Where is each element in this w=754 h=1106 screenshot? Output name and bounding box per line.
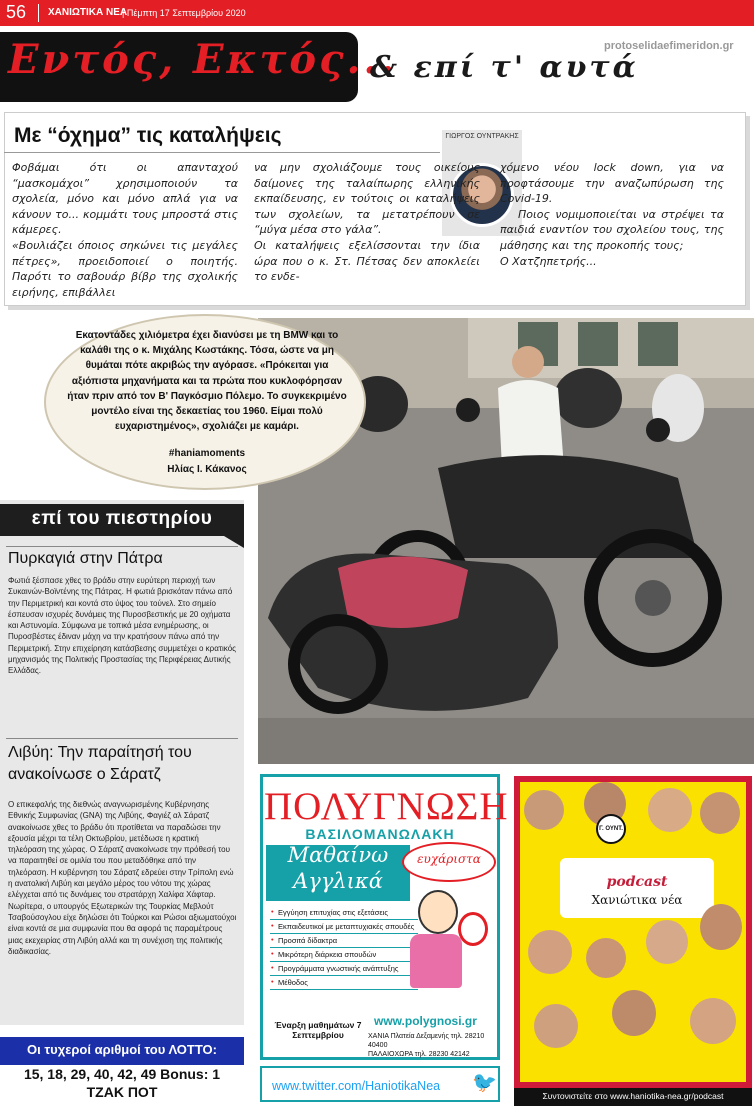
paper-name: ΧΑΝΙΩΤΙΚΑ ΝΕΑ (48, 7, 128, 18)
presenter-photo (586, 938, 626, 978)
column-paragraph: Φοβάμαι ότι οι απανταχού “μασκομάχοι” χρησιμοποιούν τα σχολεία, μόνο και μόνο απλά για να κάνουν το... κομμάτι τους μπροστά στις κάμερες. (12, 161, 238, 237)
speech-bubble-text: ευχάριστα (417, 852, 481, 866)
news-title: Πυρκαγιά στην Πάτρα (8, 550, 163, 567)
ad-feature: • Προγράμματα γνωστικής ανάπτυξης (270, 962, 418, 976)
author-name: ΓΙΩΡΓΟΣ ΟΥΝΤΡΑΚΗΣ (445, 133, 519, 140)
section-subtitle: & επί τ' αυτά (370, 50, 639, 85)
column-text-2 (254, 160, 480, 285)
photo-caption (64, 328, 350, 477)
news-divider (6, 546, 238, 547)
caption-photographer: Ηλίας Ι. Κάκανος (167, 463, 247, 475)
podcast-footer[interactable]: Συντονιστείτε στο www.haniotika-nea.gr/podcast (542, 1091, 724, 1101)
presenter-badge: Γ. ΟΥΝΤ. (596, 814, 626, 844)
cartoon-girl-body (410, 934, 462, 988)
presenter-photo (700, 792, 740, 834)
section-title: Εντός, Εκτός... (8, 36, 398, 83)
page-number: 56 (6, 2, 27, 22)
presenter-photo (524, 790, 564, 830)
column-text-1 (12, 160, 238, 300)
news-title: Λιβύη: Την παραίτησή του ανακοίνωσε ο Σάρατζ (8, 744, 192, 783)
podcast-label: podcast (606, 874, 668, 890)
caption-text: Εκατοντάδες χιλιόμετρα έχει διανύσει με τη BMW και το καλάθι της ο κ. Μιχάλης Κωστάκης. Τόσα, ώστε να μη θυμάται πότε ακριβώς την αγόρασε. «Πρόκειται για αξιόπιστα μηχανήματα και τα πρώτα που κυκλοφόρησαν ήταν πριν από τον Β' Παγκόσμιο Πόλεμο. Το συγκεκριμένο μοντέλο είναι της δεκαετίας του 1960. Είμαι πολύ ευχαριστημένος», σχολιάζει με καμάρι. (67, 330, 347, 433)
lotto-heading: Οι τυχεροί αριθμοί του ΛΟΤΤΟ: (27, 1042, 217, 1057)
column-paragraph: Οι καταλήψεις εξελίσσονται την ίδια ώρα που ο κ. Στ. Πέτσας δεν αποκλείει το ενδε- (254, 238, 480, 284)
column-paragraph: χόμενο νέου lock down, για να προφτάσουμε την αναζωπύρωση της Covid-19. (500, 161, 724, 206)
news-body: Ο επικεφαλής της διεθνώς αναγνωρισμένης Κυβέρνησης Εθνικής Συμφωνίας (GNA) της Λιβύης, Φαγιέζ αλ Σάρατζ ανακοίνωσε χθες το βράδυ ότι προτίθεται να παραδώσει την εξουσία μέχρι τα τέλη Οκτωβρίου, μετέδωσε η κρατική τηλεόραση της χώρας. Ο Σάρατζ ανακοίνωσε την πρόθεσή του να παραιτηθεί σε ομιλία του που μεταδόθηκε από την τηλεόραση. Η κυβέρνηση του Σάρατζ εδρεύει στην Τρίπολη ενώ η ανατολική Λιβύη και μεγάλο μέρος του νότου της χώρας ελέγχεται από τις δυνάμεις του στρατάρχη Χαλίφα Χάφταρ. Νωρίτερα, ο υπουργός Εξωτερικών της Τουρκίας Μεβλούτ Τσαβούσογλου είχε δηλώσει ότι Τούρκοι και Ρώσοι αξιωματούχοι είναι κοντά σε μια συμφωνία που θα αφορά τις παραμέτρους μιας εκεχειρίας στη Λιβύη αλλά και τη συνέχιση της πολιτικής διαδικασίας. (8, 800, 237, 956)
podcast-name: Χανιώτικα νέα (591, 893, 683, 907)
column-title: Με “όχημα” τις καταλήψεις (14, 124, 282, 147)
header-divider (38, 4, 39, 22)
ad-website[interactable]: www.polygnosi.gr (374, 1014, 477, 1028)
twitter-bird-icon: 🐦 (472, 1070, 497, 1094)
contact-chania: ΧΑΝΙΑ Πλατεία Δεξαμενής τηλ. 28210 40400 (368, 1033, 485, 1049)
ad-feature: • Προσιτά δίδακτρα (270, 934, 418, 948)
column-paragraph: Ποιος νομιμοποιείται να στρέψει τα παιδιά εναντίον του σχολείου τους, της μάθησης και της προκοπής τους; (500, 207, 724, 252)
lotto-jackpot: ΤΖΑΚ ΠΟΤ (86, 1084, 158, 1100)
contact-palaiochora: ΠΑΛΑΙΟΧΩΡΑ τηλ. 28230 42142 (368, 1051, 470, 1058)
source-watermark: protoselidaefimeridon.gr (604, 40, 734, 52)
presenter-photo (534, 1004, 578, 1048)
news-divider (6, 738, 238, 739)
presenter-photo (646, 920, 688, 964)
twitter-url[interactable]: www.twitter.com/HaniotikaNea (272, 1079, 441, 1093)
column-title-rule (4, 152, 440, 153)
ad-feature: • Μικρότερη διάρκεια σπουδών (270, 948, 418, 962)
column-paragraph: να μην σχολιάζουμε τους οικείους δαίμονες της ταλαίπωρης ελληνικής εκπαίδευσης, εν τούτοις οι καταλήψεις των σχολείων, τα μετατρέπουν σε “μύγα μέσα στο γάλα”. (254, 161, 480, 237)
ad-feature: • Εγγύηση επιτυχίας στις εξετάσεις (270, 906, 418, 920)
ad-brand: ΠΟΛΥΓΝΩΣΗ (264, 785, 509, 828)
cartoon-girl-head (418, 890, 458, 934)
ad-feature: • Μέθοδος (270, 976, 418, 990)
tennis-racket-icon (458, 912, 488, 946)
sidebar-heading: επί του πιεστηρίου (31, 508, 213, 529)
presenter-photo (690, 998, 736, 1044)
ad-contact (368, 1032, 498, 1059)
ad-slogan: Μαθαίνω Αγγλικά (287, 843, 389, 893)
ad-subbrand: ΒΑΣΙΛΟΜΑΝΩΛΑΚΗ (305, 826, 455, 842)
ad-feature: • Εκπαιδευτικοί με μεταπτυχιακές σπουδές (270, 920, 418, 934)
ad-features (270, 906, 418, 990)
column-paragraph: Ο Χατζηπετρής... (500, 254, 597, 268)
lotto-numbers: 15, 18, 29, 40, 42, 49 Bonus: 1 (23, 1066, 221, 1082)
issue-date: | Πέμπτη 17 Σεπτεμβρίου 2020 (122, 8, 246, 18)
column-paragraph: «Βουλιάζει όποιος σηκώνει τις μεγάλες πέτρες», προειδοποιεί ο ποιητής. Παρότι το σαβουάρ βίβρ της σχολικής ειρήνης, επιβάλλει (12, 238, 238, 299)
news-body: Φωτιά ξέσπασε χθες το βράδυ στην ευρύτερη περιοχή των Συκαινών-Βοϊντένης της Πάτρας. Η φωτιά βρισκόταν πάνω από την Περιμετρική και κοντά στο ύψος του τούνελ. Στο σημείο έσπευσαν ισχυρές δυνάμεις της Πυροσβεστικής με 20 οχήματα και Αστυνομία. Σύμφωνα με τοπικά μέσα ενημέρωσης, οι Πυροσβέστες έδιναν μάχη να την κρατήσουν πάνω από την Περιμετρική. Στην επιχείρηση κατάσβεσης συμμετέχει ο κρατικός μηχανισμός της Πολιτικής Προστασίας της Περιφέρειας Δυτικής Ελλάδας. (8, 576, 236, 676)
presenter-photo (700, 904, 742, 950)
presenter-photo (612, 990, 656, 1036)
presenter-photo (528, 930, 572, 974)
caption-hashtag: #haniamoments (168, 448, 246, 460)
presenter-photo (648, 788, 692, 832)
column-text-3 (500, 160, 724, 269)
ad-start-date: Έναρξη μαθημάτων 7 Σεπτεμβρίου (274, 1020, 362, 1040)
